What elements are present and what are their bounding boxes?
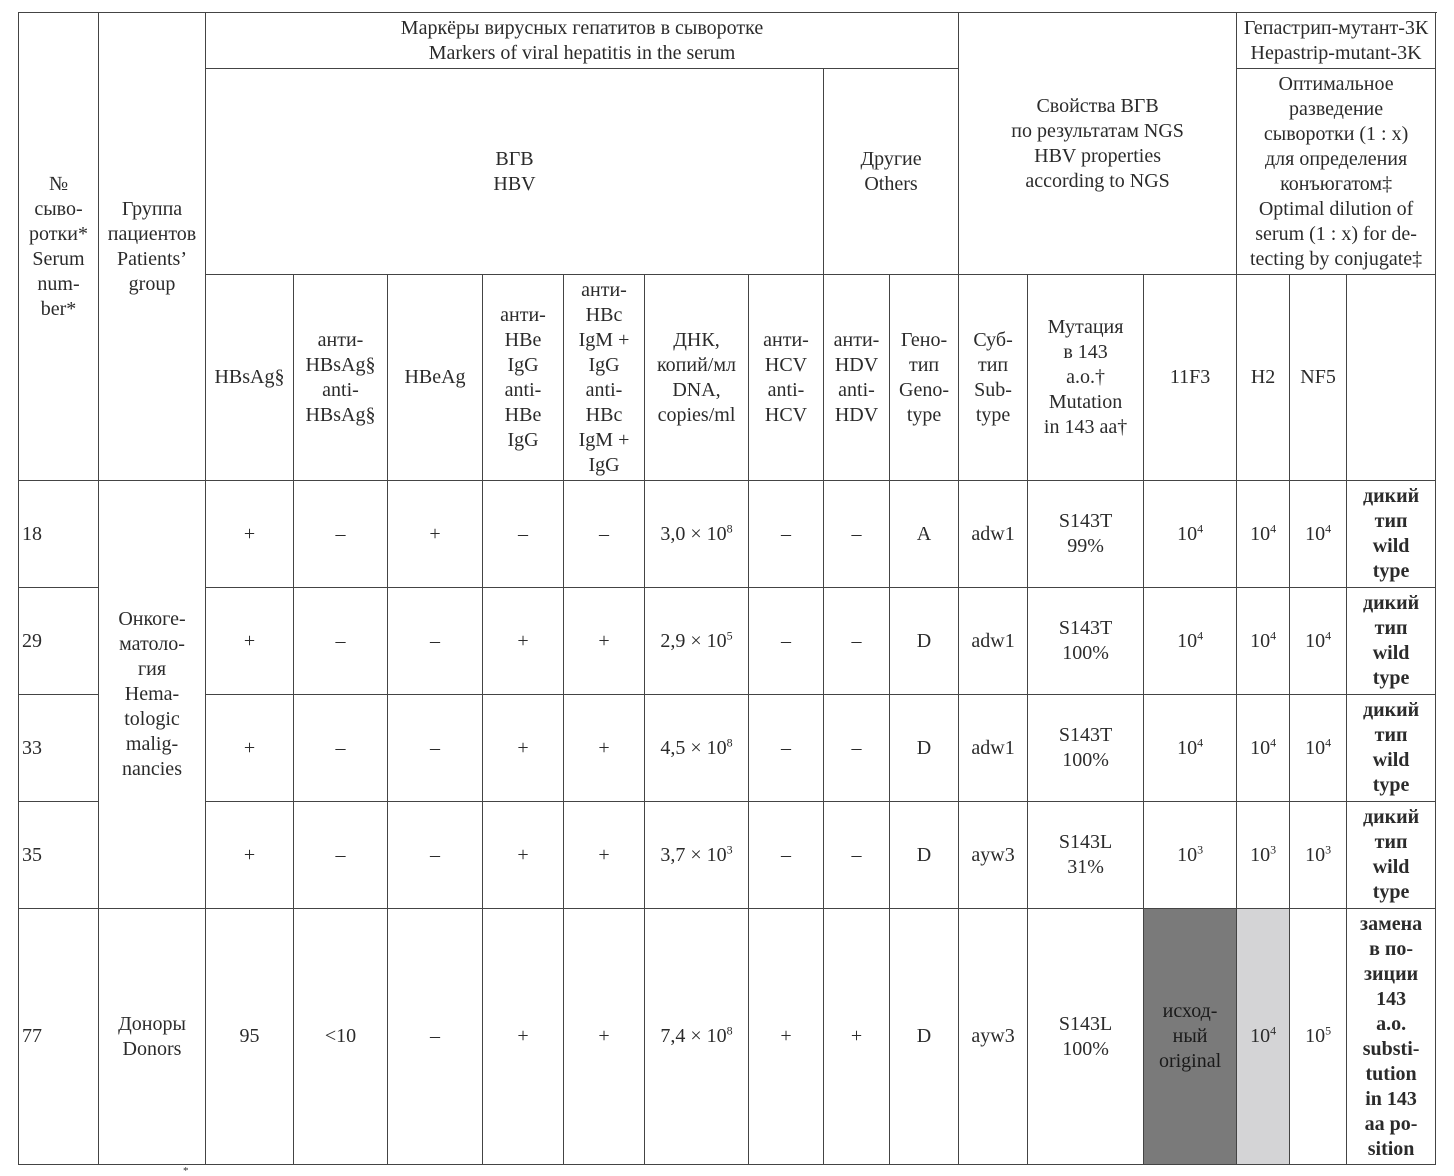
cell-anti-hdv: – [824, 588, 890, 695]
cell-genotype: D [890, 588, 959, 695]
cell-dna: $3,0 \times 10^8$ [645, 481, 749, 588]
header-11f3: 11F3 [1144, 275, 1237, 481]
cell-dna: $2,9 \times 10^5$ [645, 588, 749, 695]
header-subtype: Суб- тип Sub- type [959, 275, 1028, 481]
cell-assessment: дикий тип wild type [1347, 588, 1436, 695]
header-anti-hbc: анти- HBc IgM + IgG anti- HBc IgM + IgG [564, 275, 645, 481]
cell-assessment: дикий тип wild type [1347, 802, 1436, 909]
footnote-stub [18, 1163, 198, 1176]
header-hbv: ВГВ HBV [206, 69, 824, 275]
cell-anti-hdv: – [824, 802, 890, 909]
cell-hbsag: + [206, 802, 294, 909]
cell-anti-hdv: + [824, 909, 890, 1165]
cell-h2: $10^4$ [1237, 588, 1290, 695]
cell-h2: $10^4$ [1237, 695, 1290, 802]
cell-anti-hbsag: – [294, 695, 388, 802]
cell-anti-hdv: – [824, 481, 890, 588]
group-hematologic: Онкоге- матоло- гия Hema- tologic malig- nancies [99, 481, 206, 909]
cell-anti-hbsag: – [294, 588, 388, 695]
header-serum-number: № сыво- ротки* Serum num- ber* [19, 13, 99, 481]
header-dna: ДНК, копий/мл DNA, copies/ml [645, 275, 749, 481]
header-markers: Маркёры вирусных гепатитов в сыворотке Markers of viral hepatitis in the serum [206, 13, 959, 69]
cell-anti-hcv: – [749, 695, 824, 802]
header-others: Другие Others [824, 69, 959, 275]
cell-anti-hbc: + [564, 695, 645, 802]
footnote-mark: * [183, 1165, 189, 1176]
cell-anti-hcv: + [749, 909, 824, 1165]
cell-genotype: D [890, 909, 959, 1165]
cell-hbeag: – [388, 695, 483, 802]
cell-h2: $10^3$ [1237, 802, 1290, 909]
cell-dna: $7,4 \times 10^8$ [645, 909, 749, 1165]
table-row [19, 909, 1436, 1165]
header-optimal-dilution: Оптимальное разведение сыворотки (1 : x) для определения конъюгатом‡ Optimal dilution of serum (1 : x) for de- tecting by conjugate‡ [1237, 69, 1436, 275]
cell-anti-hbc: + [564, 588, 645, 695]
table-row [19, 802, 1436, 909]
cell-nf5: $10^4$ [1290, 588, 1347, 695]
cell-anti-hdv: – [824, 695, 890, 802]
cell-hbeag: – [388, 588, 483, 695]
cell-anti-hbe: + [483, 588, 564, 695]
cell-anti-hbsag: – [294, 802, 388, 909]
cell-h2: $10^4$ [1237, 481, 1290, 588]
cell-mutation: S143T 99% [1028, 481, 1144, 588]
cell-anti-hcv: – [749, 802, 824, 909]
serum-number: 29 [19, 588, 99, 695]
header-h2: H2 [1237, 275, 1290, 481]
cell-subtype: ayw3 [959, 802, 1028, 909]
cell-h2-highlighted: $10^4$ [1237, 909, 1290, 1165]
cell-anti-hcv: – [749, 481, 824, 588]
header-mutation: Мутация в 143 а.о.† Mutation in 143 aa† [1028, 275, 1144, 481]
cell-subtype: adw1 [959, 481, 1028, 588]
cell-anti-hbe: – [483, 481, 564, 588]
cell-anti-hbe: + [483, 909, 564, 1165]
header-hbsag: HBsAg§ [206, 275, 294, 481]
cell-anti-hbc: – [564, 481, 645, 588]
cell-subtype: ayw3 [959, 909, 1028, 1165]
cell-11f3: $10^4$ [1144, 481, 1237, 588]
header-hepastrip: Гепастрип-мутант-3К Hepastrip-mutant-3K [1237, 13, 1436, 69]
hepatitis-markers-table [18, 12, 1436, 1165]
cell-anti-hbc: + [564, 802, 645, 909]
cell-assessment: дикий тип wild type [1347, 695, 1436, 802]
cell-11f3: $10^4$ [1144, 695, 1237, 802]
cell-mutation: S143T 100% [1028, 588, 1144, 695]
cell-hbsag: + [206, 695, 294, 802]
serum-number: 33 [19, 695, 99, 802]
header-anti-hbsag: анти- HBsAg§ anti- HBsAg§ [294, 275, 388, 481]
cell-dna: $3,7 \times 10^3$ [645, 802, 749, 909]
cell-mutation: S143L 31% [1028, 802, 1144, 909]
cell-hbeag: – [388, 802, 483, 909]
cell-11f3: $10^3$ [1144, 802, 1237, 909]
table-row [19, 588, 1436, 695]
cell-genotype: A [890, 481, 959, 588]
cell-mutation: S143L 100% [1028, 909, 1144, 1165]
cell-assessment: дикий тип wild type [1347, 481, 1436, 588]
serum-number: 77 [19, 909, 99, 1165]
cell-dna: $4,5 \times 10^8$ [645, 695, 749, 802]
cell-nf5: $10^3$ [1290, 802, 1347, 909]
header-patients-group: Группа пациентов Patients’ group [99, 13, 206, 481]
cell-anti-hbc: + [564, 909, 645, 1165]
header-hbeag: HBeAg [388, 275, 483, 481]
header-nf5: NF5 [1290, 275, 1347, 481]
cell-assessment: замена в по- зиции 143 а.о. substi- tution in 143 aa po- sition [1347, 909, 1436, 1165]
header-anti-hdv: анти- HDV anti- HDV [824, 275, 890, 481]
cell-nf5: $10^4$ [1290, 695, 1347, 802]
header-genotype: Гено- тип Geno- type [890, 275, 959, 481]
cell-hbeag: – [388, 909, 483, 1165]
cell-hbeag: + [388, 481, 483, 588]
cell-nf5: $10^4$ [1290, 481, 1347, 588]
table-row [19, 695, 1436, 802]
cell-nf5: $10^5$ [1290, 909, 1347, 1165]
header-anti-hbe: анти- HBe IgG anti- HBe IgG [483, 275, 564, 481]
cell-anti-hbe: + [483, 695, 564, 802]
cell-hbsag: + [206, 588, 294, 695]
cell-anti-hbsag: – [294, 481, 388, 588]
cell-genotype: D [890, 695, 959, 802]
cell-hbsag: 95 [206, 909, 294, 1165]
cell-hbsag: + [206, 481, 294, 588]
cell-anti-hbe: + [483, 802, 564, 909]
table-row [19, 481, 1436, 588]
cell-subtype: adw1 [959, 588, 1028, 695]
cell-11f3-highlighted: исход- ный original [1144, 909, 1237, 1165]
cell-subtype: adw1 [959, 695, 1028, 802]
serum-number: 35 [19, 802, 99, 909]
header-ngs-properties: Свойства ВГВ по результатам NGS HBV properties according to NGS [959, 13, 1237, 275]
serum-number: 18 [19, 481, 99, 588]
cell-mutation: S143T 100% [1028, 695, 1144, 802]
cell-anti-hcv: – [749, 588, 824, 695]
cell-11f3: $10^4$ [1144, 588, 1237, 695]
group-donors: Доноры Donors [99, 909, 206, 1165]
cell-anti-hbsag: <10 [294, 909, 388, 1165]
header-anti-hcv: анти- HCV anti- HCV [749, 275, 824, 481]
cell-genotype: D [890, 802, 959, 909]
